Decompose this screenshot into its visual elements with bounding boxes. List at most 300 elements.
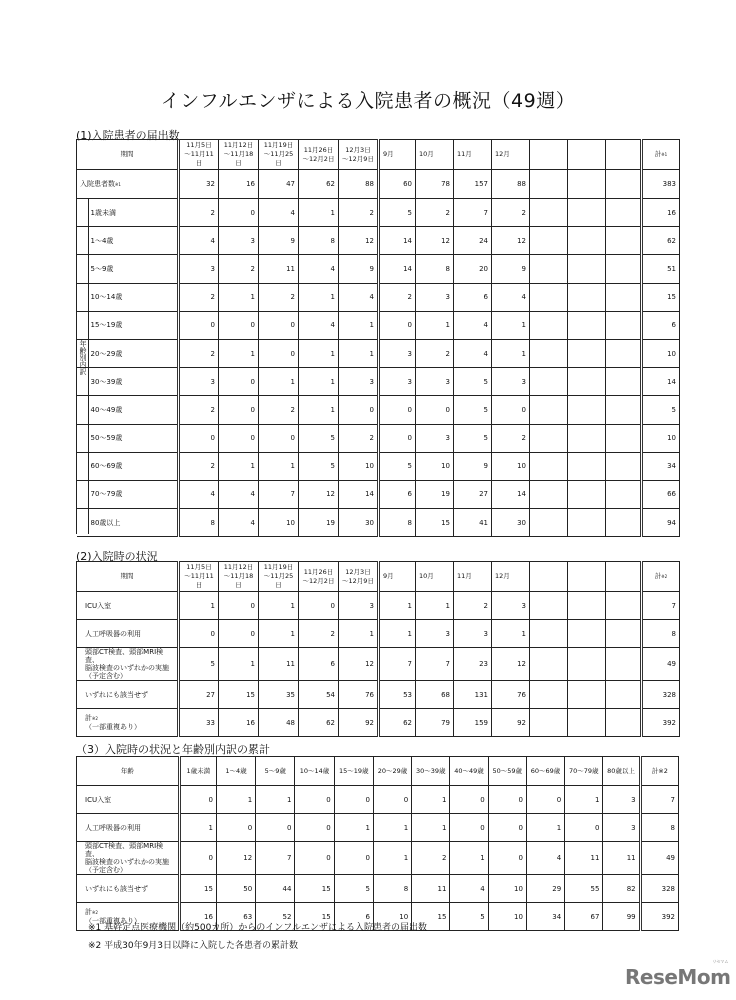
empty-cell [530,255,568,283]
status-note: ※2 [92,716,98,721]
month-value: 1 [416,311,454,339]
empty-cell [568,681,606,709]
status-label: いずれにも該当せず [85,690,148,699]
table-row [77,709,680,737]
week-value: 2 [179,283,219,311]
month-value: 2 [416,339,454,367]
week-value: 1 [219,648,259,681]
total-label: 計 [654,572,662,580]
week-value: 1 [299,339,339,367]
age-value: 3 [603,786,640,814]
month-header: 12月 [492,140,530,170]
section1-heading: (1)入院患者の届出数 [76,129,180,142]
status-label: 計 [85,908,92,916]
week-value: 47 [259,170,299,199]
empty-cell [530,452,568,480]
age-value: 10 [488,875,526,903]
empty-cell [568,620,606,648]
section2-heading: (2)入院時の状況 [76,550,158,563]
empty-cell [530,709,568,737]
table-row [77,255,680,283]
age-value: 1 [334,814,373,842]
empty-cell [568,368,606,396]
month-value: 30 [492,509,530,537]
age-value: 0 [565,814,603,842]
total-value: 14 [642,368,680,396]
week-value: 19 [299,509,339,537]
month-value: 9 [492,255,530,283]
month-value: 0 [492,396,530,424]
month-value: 9 [454,452,492,480]
week-value: 5 [179,648,219,681]
month-header [568,140,606,170]
week-value: 0 [299,592,339,620]
week-value: 1 [219,283,259,311]
age-group-divider [88,199,89,534]
month-value: 3 [416,620,454,648]
month-value: 8 [379,509,416,537]
age-label: 20～29歳 [90,349,123,358]
empty-cell [606,480,642,508]
status-label-2: （一部重複あり） [85,723,141,731]
week-value: 2 [179,199,219,227]
week-value: 2 [219,255,259,283]
age-value: 15 [295,875,334,903]
table-row [77,311,680,339]
empty-cell [606,199,642,227]
week-value: 33 [179,709,219,737]
week-value: 3 [179,255,219,283]
table-row [77,814,679,842]
age-value: 67 [565,903,603,931]
age-column-header: 10～14歳 [295,757,334,786]
empty-cell [568,199,606,227]
age-group-label: 年齢別内訳 [79,340,87,375]
table-row [77,592,680,620]
age-value: 5 [334,875,373,903]
month-value: 3 [492,592,530,620]
age-value: 11 [603,842,640,875]
week-value: 2 [179,452,219,480]
week-header: 11月5日 ～11月11日 [179,140,219,170]
age-value: 10 [488,903,526,931]
week-value: 0 [219,396,259,424]
empty-cell [606,648,642,681]
table-row [77,368,680,396]
empty-cell [606,368,642,396]
month-value: 3 [416,368,454,396]
age-value: 1 [179,814,216,842]
week-value: 12 [339,227,379,255]
month-value: 3 [454,620,492,648]
age-column-header: 50～59歳 [488,757,526,786]
week-value: 10 [259,509,299,537]
month-value: 2 [379,283,416,311]
month-header [606,140,642,170]
total-value: 34 [642,452,680,480]
age-value: 15 [179,875,216,903]
age-column-header: 1歳未満 [179,757,216,786]
empty-cell [606,396,642,424]
logo-ruby: リセマム [712,959,729,964]
age-column-header: 15～19歳 [334,757,373,786]
resemom-logo [625,959,731,989]
week-value: 0 [219,368,259,396]
age-value: 1 [373,842,411,875]
row-label [77,452,179,480]
month-value: 159 [454,709,492,737]
empty-cell [530,170,568,199]
age-value: 0 [488,842,526,875]
age-value: 0 [334,842,373,875]
age-value: 0 [526,786,564,814]
month-value: 27 [454,480,492,508]
week-value: 6 [299,648,339,681]
status-note: ※2 [92,910,98,915]
empty-cell [606,592,642,620]
row-label [77,786,180,814]
empty-cell [530,648,568,681]
week-header: 11月19日 ～11月25日 [259,140,299,170]
age-value: 0 [450,786,488,814]
week-value: 0 [339,396,379,424]
empty-cell [568,227,606,255]
age-value: 34 [526,903,564,931]
week-value: 2 [179,396,219,424]
total-value: 7 [640,786,678,814]
total-value: 8 [642,620,680,648]
month-header [606,562,642,592]
age-value: 0 [450,814,488,842]
table-row [77,681,680,709]
week-value: 1 [339,311,379,339]
age-column-header: 70～79歳 [565,757,603,786]
week-value: 2 [339,424,379,452]
age-value: 1 [412,814,450,842]
week-value: 3 [339,368,379,396]
age-column-header: 5～9歳 [256,757,295,786]
week-value: 0 [219,311,259,339]
age-value: 0 [295,842,334,875]
week-value: 4 [299,311,339,339]
week-value: 0 [259,339,299,367]
week-value: 4 [179,227,219,255]
month-value: 2 [416,199,454,227]
age-column-header: 80歳以上 [603,757,640,786]
month-value: 41 [454,509,492,537]
status-label-2: （一部重複あり） [85,917,141,925]
week-value: 1 [299,283,339,311]
total-value: 15 [642,283,680,311]
month-value: 131 [454,681,492,709]
week-value: 92 [339,709,379,737]
empty-cell [530,396,568,424]
empty-cell [606,255,642,283]
month-header: 10月 [416,140,454,170]
month-value: 68 [416,681,454,709]
week-value: 1 [179,592,219,620]
week-value: 35 [259,681,299,709]
status-label: 人工呼吸器の利用 [85,629,141,638]
header-row [77,757,679,786]
empty-cell [606,509,642,537]
week-value: 1 [339,620,379,648]
week-value: 4 [259,199,299,227]
week-value: 2 [299,620,339,648]
age-label: 10～14歳 [90,293,123,302]
age-value: 10 [373,903,411,931]
age-value: 15 [295,903,334,931]
empty-cell [568,311,606,339]
month-value: 76 [492,681,530,709]
week-value: 30 [339,509,379,537]
age-value: 1 [565,786,603,814]
month-value: 4 [492,283,530,311]
table-row [77,170,680,199]
table-row [77,339,680,367]
week-value: 10 [339,452,379,480]
week-value: 2 [259,283,299,311]
month-value: 88 [492,170,530,199]
empty-cell [606,620,642,648]
row-label [77,227,179,255]
week-value: 1 [339,339,379,367]
age-label: 5～9歳 [90,264,114,273]
total-value: 49 [640,842,678,875]
month-value: 6 [454,283,492,311]
total-header [642,140,680,170]
week-header: 11月26日 ～12月2日 [299,562,339,592]
age-column-header: 40～49歳 [450,757,488,786]
week-value: 11 [259,648,299,681]
age-label: 80歳以上 [90,518,121,527]
week-value: 12 [339,648,379,681]
empty-cell [568,283,606,311]
empty-cell [530,509,568,537]
row-label [77,480,179,508]
week-value: 15 [219,681,259,709]
week-value: 0 [259,424,299,452]
row-label [77,709,179,737]
total-label: 計 [654,150,662,158]
total-value: 328 [640,875,678,903]
empty-cell [606,709,642,737]
month-value: 2 [454,592,492,620]
month-header [530,140,568,170]
month-header: 11月 [454,140,492,170]
total-value: 10 [642,424,680,452]
empty-cell [530,311,568,339]
week-value: 0 [259,311,299,339]
month-value: 20 [454,255,492,283]
month-value: 10 [492,452,530,480]
week-value: 1 [219,339,259,367]
page-title: インフルエンザによる入院患者の概況（49週） [160,90,576,112]
row-label [77,396,179,424]
age-value: 1 [412,786,450,814]
month-value: 10 [416,452,454,480]
age-value: 8 [373,875,411,903]
row-label [77,592,179,620]
empty-cell [568,480,606,508]
month-header: 9月 [379,562,416,592]
week-value: 3 [219,227,259,255]
age-value: 63 [216,903,255,931]
age-value: 11 [412,875,450,903]
age-column-header: 30～39歳 [412,757,450,786]
week-header: 12月3日 ～12月9日 [339,562,379,592]
week-value: 4 [219,509,259,537]
total-value: 383 [642,170,680,199]
header-row [77,140,680,170]
week-value: 2 [259,396,299,424]
week-value: 2 [179,339,219,367]
age-value: 1 [256,786,295,814]
age-group-left-border [76,199,77,534]
week-value: 27 [179,681,219,709]
cumulative-age-table [76,756,679,931]
age-value: 3 [603,814,640,842]
month-value: 3 [492,368,530,396]
row-label [77,620,179,648]
week-value: 54 [299,681,339,709]
month-value: 0 [379,311,416,339]
empty-cell [606,424,642,452]
age-value: 29 [526,875,564,903]
month-value: 1 [492,311,530,339]
age-label: 1歳未満 [90,208,116,217]
row-label [77,199,179,227]
total-value: 6 [642,311,680,339]
empty-cell [530,199,568,227]
month-value: 24 [454,227,492,255]
age-value: 44 [256,875,295,903]
week-value: 3 [179,368,219,396]
empty-cell [568,648,606,681]
total-value: 94 [642,509,680,537]
week-value: 62 [299,709,339,737]
age-value: 0 [488,786,526,814]
row-label [77,368,179,396]
week-value: 12 [299,480,339,508]
table-row [77,842,679,875]
week-value: 1 [259,592,299,620]
week-value: 11 [259,255,299,283]
total-note: ※1 [661,152,668,157]
empty-cell [606,339,642,367]
age-label: 15～19歳 [90,321,123,330]
month-value: 79 [416,709,454,737]
month-value: 7 [379,648,416,681]
month-header: 10月 [416,562,454,592]
empty-cell [530,424,568,452]
age-value: 0 [488,814,526,842]
empty-cell [606,227,642,255]
week-value: 4 [339,283,379,311]
row-label [77,509,179,537]
inpatients-note: ※1 [115,182,121,187]
total-value: 392 [640,903,678,931]
table-row [77,509,680,537]
week-value: 0 [219,592,259,620]
empty-cell [530,681,568,709]
month-value: 4 [454,311,492,339]
status-label: 人工呼吸器の利用 [85,823,141,832]
week-value: 0 [219,620,259,648]
total-value: 392 [642,709,680,737]
empty-cell [568,424,606,452]
month-value: 3 [379,368,416,396]
row-label [77,814,180,842]
month-value: 1 [379,620,416,648]
month-value: 4 [454,339,492,367]
week-header: 12月3日 ～12月9日 [339,140,379,170]
status-label: ICU入室 [85,795,112,804]
age-value: 0 [216,814,255,842]
total-value: 62 [642,227,680,255]
total-header: 計※2 [640,757,678,786]
age-value: 0 [256,814,295,842]
age-column-header: 20～29歳 [373,757,411,786]
admission-status-table [76,561,680,737]
status-label: いずれにも該当せず [85,884,148,893]
row-label [77,648,179,681]
empty-cell [568,592,606,620]
month-value: 5 [379,452,416,480]
week-value: 0 [179,620,219,648]
week-value: 0 [179,311,219,339]
month-value: 23 [454,648,492,681]
age-value: 1 [373,814,411,842]
month-value: 92 [492,709,530,737]
week-value: 76 [339,681,379,709]
empty-cell [530,368,568,396]
month-value: 15 [416,509,454,537]
month-value: 0 [379,424,416,452]
total-value: 51 [642,255,680,283]
month-value: 1 [492,620,530,648]
age-label: 1～4歳 [90,236,114,245]
row-label [77,283,179,311]
empty-cell [568,339,606,367]
month-value: 12 [416,227,454,255]
month-value: 3 [416,424,454,452]
month-header [568,562,606,592]
week-value: 62 [299,170,339,199]
week-value: 9 [259,227,299,255]
month-value: 60 [379,170,416,199]
month-value: 1 [379,592,416,620]
month-value: 7 [416,648,454,681]
total-value: 10 [642,339,680,367]
age-value: 50 [216,875,255,903]
week-value: 1 [299,396,339,424]
empty-cell [530,283,568,311]
month-value: 3 [416,283,454,311]
status-label: 計 [85,714,92,722]
inpatient-count-table [76,139,680,537]
age-value: 12 [216,842,255,875]
empty-cell [606,452,642,480]
week-value: 4 [299,255,339,283]
month-value: 3 [379,339,416,367]
age-value: 0 [295,814,334,842]
empty-cell [568,255,606,283]
empty-cell [530,480,568,508]
month-value: 5 [454,424,492,452]
empty-cell [606,311,642,339]
age-value: 4 [526,842,564,875]
